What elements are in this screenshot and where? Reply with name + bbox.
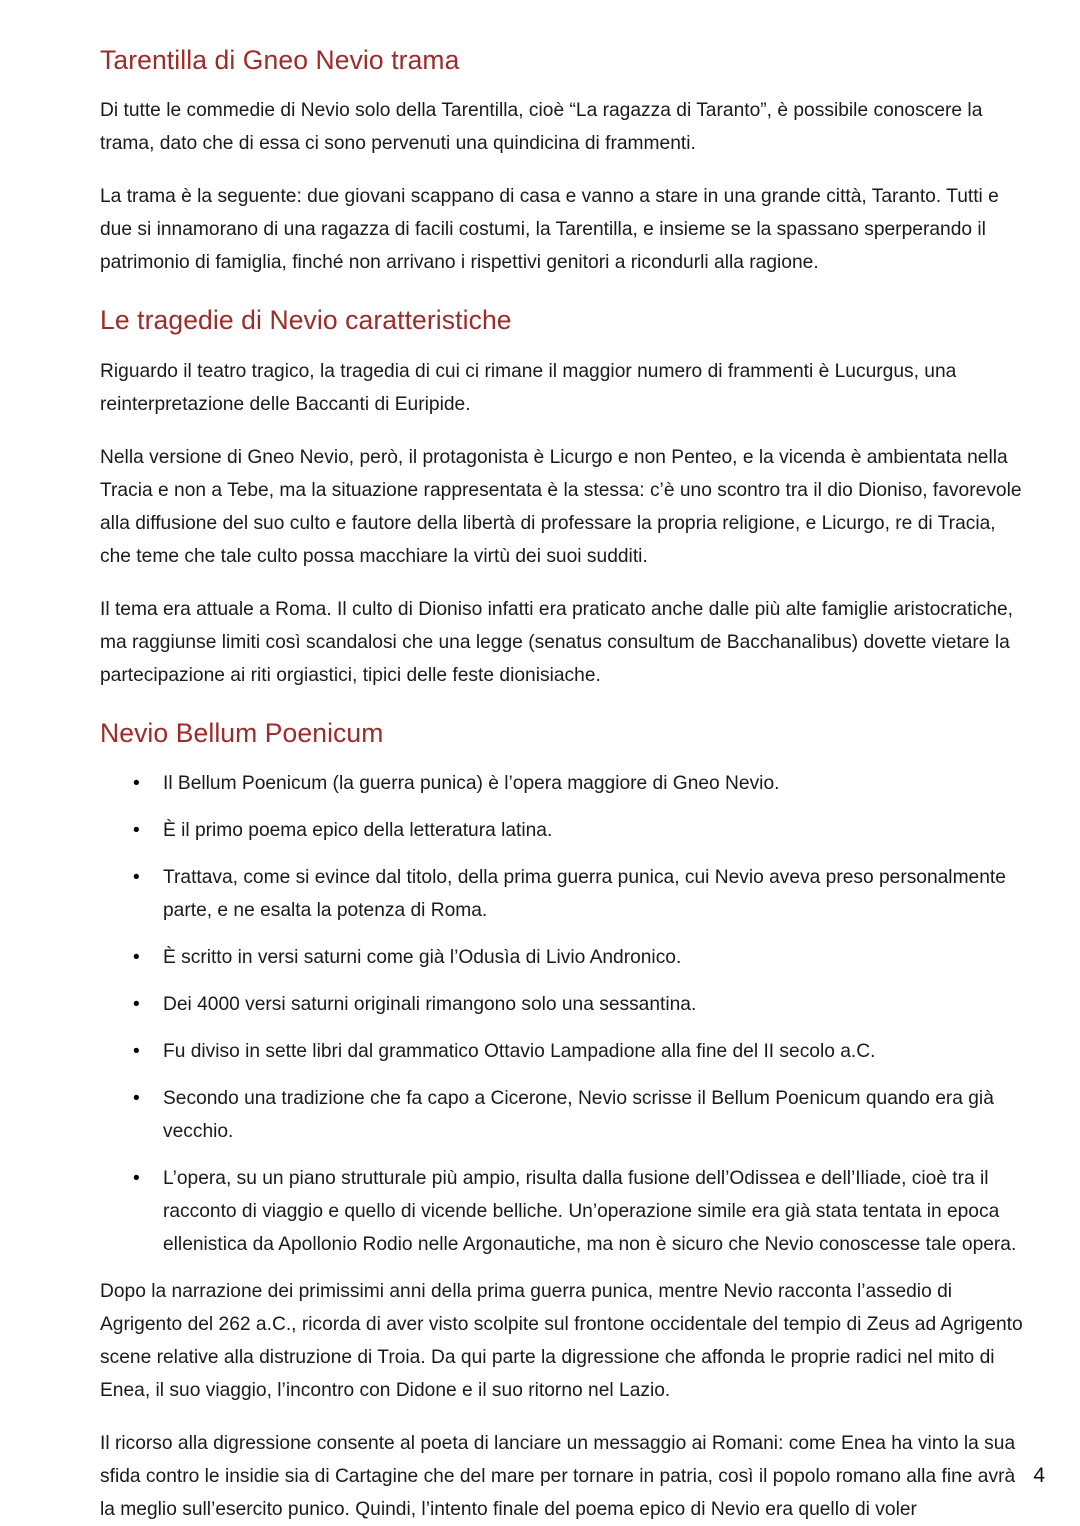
section-heading-tarentilla: Tarentilla di Gneo Nevio trama: [100, 45, 460, 75]
bullet-disc-icon: •: [133, 772, 140, 794]
section-heading-tragedie: Le tragedie di Nevio caratteristiche: [100, 305, 512, 336]
page-number: 4: [1033, 1464, 1045, 1487]
paragraph: Il tema era attuale a Roma. Il culto di Dioniso infatti era praticato anche dalle più alte famiglie aristocratiche, ma raggiunse limiti così scandalosi che una legge (senatus consultum de Bacchanalibus) dovette vietare la partecipazione ai riti orgiastici, tipici delle feste dionisiache.: [100, 598, 1014, 686]
paragraph: Dopo la narrazione dei primissimi anni della prima guerra punica, mentre Nevio racconta l’assedio di Agrigento del 262 a.C., ricorda di aver visto scolpite sul frontone occidentale del tempio di Zeus ad Agrigento scene relative alla distruzione di Troia. Da qui parte la digressione che affonda le proprie radici nel mito di Enea, il suo viaggio, l’incontro con Didone e il suo ritorno nel Lazio.: [100, 1280, 1023, 1401]
section-heading-bellum-poenicum: Nevio Bellum Poenicum: [100, 717, 384, 748]
bullet-disc-icon: •: [133, 946, 140, 968]
paragraph: Nella versione di Gneo Nevio, però, il protagonista è Licurgo e non Penteo, e la vicenda è ambientata nella Tracia e non a Tebe, ma la situazione rappresentata è la stessa: c’è uno scontro tra il dio Dioniso, favorevole alla diffusione del suo culto e fautore della libertà di professare la propria religione, e Licurgo, re di Tracia, che teme che tale culto possa macchiare la virtù dei suoi sudditi.: [100, 446, 1022, 567]
list-item: [100, 941, 1028, 974]
list-item-text: Secondo una tradizione che fa capo a Cicerone, Nevio scrisse il Bellum Poenicum quando era già vecchio.: [163, 1087, 994, 1142]
list-item: [100, 1082, 1028, 1148]
list-item-text: È il primo poema epico della letteratura latina.: [163, 819, 553, 841]
list-item-text: Dei 4000 versi saturni originali rimangono solo una sessantina.: [163, 993, 697, 1015]
paragraph: Di tutte le commedie di Nevio solo della Tarentilla, cioè “La ragazza di Taranto”, è possibile conoscere la trama, dato che di essa ci sono pervenuti una quindicina di frammenti.: [100, 100, 983, 155]
list-item-text: Trattava, come si evince dal titolo, della prima guerra punica, cui Nevio aveva preso personalmente parte, e ne esalta la potenza di Roma.: [163, 866, 1006, 921]
list-item: [100, 814, 1028, 847]
bullet-disc-icon: •: [133, 993, 140, 1015]
list-item: [100, 861, 1028, 927]
list-item: [100, 1162, 1028, 1261]
bullet-list: [100, 767, 1028, 1261]
bullet-disc-icon: •: [133, 1087, 140, 1109]
document-content: [100, 44, 1028, 1526]
paragraph: Riguardo il teatro tragico, la tragedia di cui ci rimane il maggior numero di frammenti è Lucurgus, una reinterpretazione delle Baccanti di Euripide.: [100, 360, 957, 415]
list-item: [100, 767, 1028, 800]
paragraph: La trama è la seguente: due giovani scappano di casa e vanno a stare in una grande città, Taranto. Tutti e due si innamorano di una ragazza di facili costumi, la Tarentilla, e insieme se la spassano sperperando il patrimonio di famiglia, finché non arrivano i rispettivi genitori a ricondurli alla ragione.: [100, 186, 999, 274]
bullet-disc-icon: •: [133, 1040, 140, 1062]
list-item: [100, 1035, 1028, 1068]
list-item-text: L’opera, su un piano strutturale più ampio, risulta dalla fusione dell’Odissea e dell’Iliade, cioè tra il racconto di viaggio e quello di vicende belliche. Un’operazione simile era già stata tentata in epoca ellenistica da Apollonio Rodio nelle Argonautiche, ma non è sicuro che Nevio conoscesse tale opera.: [163, 1167, 1017, 1255]
list-item: [100, 988, 1028, 1021]
bullet-disc-icon: •: [133, 819, 140, 841]
list-item-text: Il Bellum Poenicum (la guerra punica) è l’opera maggiore di Gneo Nevio.: [163, 772, 780, 794]
paragraph: Il ricorso alla digressione consente al poeta di lanciare un messaggio ai Romani: come Enea ha vinto la sua sfida contro le insidie sia di Cartagine che del mare per tornare in patria, così il popolo romano alla fine avrà la meglio sull’esercito punico. Quindi, l’intento finale del poema epico di Nevio era quello di voler: [100, 1432, 1016, 1520]
bullet-disc-icon: •: [133, 1167, 140, 1189]
list-item-text: Fu diviso in sette libri dal grammatico Ottavio Lampadione alla fine del II secolo a.C.: [163, 1040, 876, 1062]
bullet-disc-icon: •: [133, 866, 140, 888]
list-item-text: È scritto in versi saturni come già l’Odusìa di Livio Andronico.: [163, 946, 682, 968]
